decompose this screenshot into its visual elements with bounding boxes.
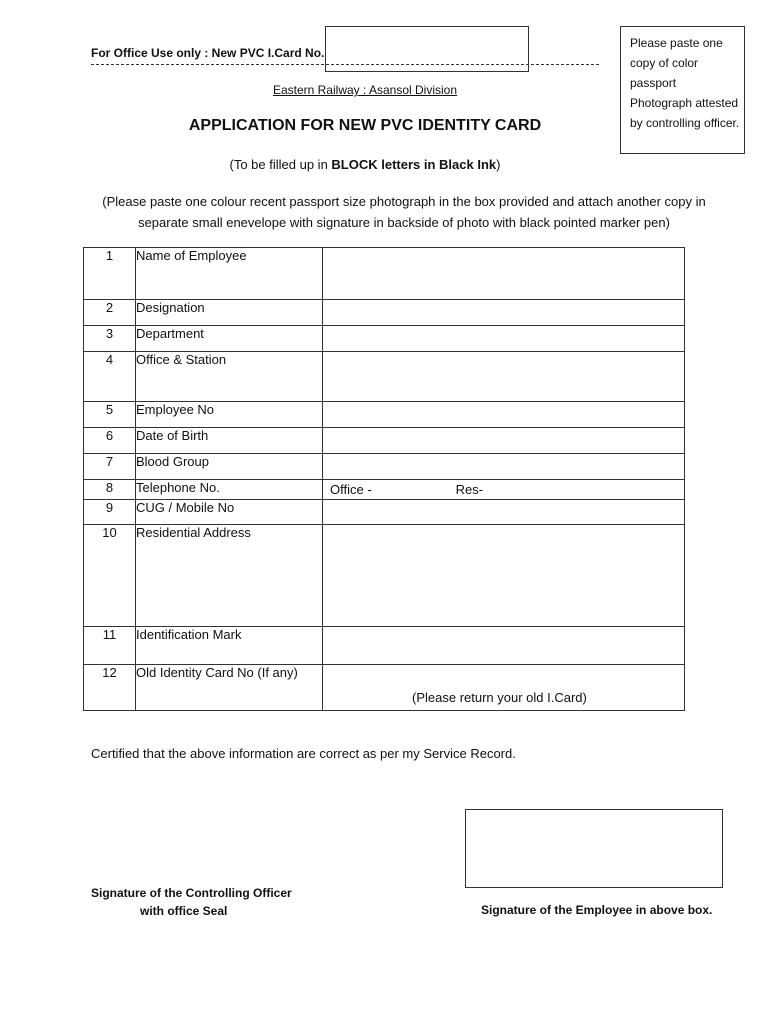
field-label-residential-address: Residential Address xyxy=(136,525,323,627)
row-number: 10 xyxy=(84,525,136,627)
employee-signature-box[interactable] xyxy=(465,809,723,888)
table-row xyxy=(84,300,685,326)
officer-signature-line1: Signature of the Controlling Officer xyxy=(91,886,292,900)
return-old-card-note: (Please return your old I.Card) xyxy=(412,690,587,705)
block-note-suffix: ) xyxy=(496,157,501,172)
field-value-cug-mobile[interactable] xyxy=(323,500,685,525)
table-row xyxy=(84,352,685,402)
row-number: 12 xyxy=(84,665,136,711)
row-number: 7 xyxy=(84,454,136,480)
row-number: 2 xyxy=(84,300,136,326)
pvc-card-number-box[interactable] xyxy=(325,26,529,72)
field-value-identification-mark[interactable] xyxy=(323,627,685,665)
field-label-designation: Designation xyxy=(136,300,323,326)
field-label-office-station: Office & Station xyxy=(136,352,323,402)
field-label-department: Department xyxy=(136,326,323,352)
table-row xyxy=(84,525,685,627)
row-number: 11 xyxy=(84,627,136,665)
table-row xyxy=(84,428,685,454)
field-value-telephone[interactable] xyxy=(323,480,685,500)
block-letters-note xyxy=(0,157,730,172)
table-row xyxy=(84,500,685,525)
field-value-dob[interactable] xyxy=(323,428,685,454)
row-number: 3 xyxy=(84,326,136,352)
field-label-telephone: Telephone No. xyxy=(136,480,323,500)
field-value-old-id-card[interactable] xyxy=(323,665,685,711)
employee-signature-label: Signature of the Employee in above box. xyxy=(481,903,713,917)
field-label-identification-mark: Identification Mark xyxy=(136,627,323,665)
row-number: 1 xyxy=(84,248,136,300)
field-label-cug-mobile: CUG / Mobile No xyxy=(136,500,323,525)
telephone-res-label: Res- xyxy=(455,482,484,497)
table-row xyxy=(84,454,685,480)
row-number: 9 xyxy=(84,500,136,525)
block-note-prefix: (To be filled up in xyxy=(229,157,332,172)
field-label-name: Name of Employee xyxy=(136,248,323,300)
row-number: 8 xyxy=(84,480,136,500)
table-row xyxy=(84,480,685,500)
field-value-employee-no[interactable] xyxy=(323,402,685,428)
field-value-blood-group[interactable] xyxy=(323,454,685,480)
application-form-table xyxy=(83,247,685,711)
field-value-name[interactable] xyxy=(323,248,685,300)
office-use-label: For Office Use only : New PVC I.Card No. xyxy=(91,46,325,60)
table-row xyxy=(84,326,685,352)
field-value-designation[interactable] xyxy=(323,300,685,326)
officer-signature-line2: with office Seal xyxy=(140,904,228,918)
field-value-department[interactable] xyxy=(323,326,685,352)
division-name: Eastern Railway : Asansol Division xyxy=(272,83,458,97)
table-row xyxy=(84,665,685,711)
row-number: 5 xyxy=(84,402,136,428)
form-title: APPLICATION FOR NEW PVC IDENTITY CARD xyxy=(188,117,542,134)
table-row xyxy=(84,248,685,300)
telephone-office-label: Office - xyxy=(330,482,372,497)
row-number: 6 xyxy=(84,428,136,454)
row-number: 4 xyxy=(84,352,136,402)
block-note-bold: BLOCK letters in Black Ink xyxy=(331,157,497,172)
field-label-old-id-card: Old Identity Card No (If any) xyxy=(136,665,323,711)
field-value-residential-address[interactable] xyxy=(323,525,685,627)
field-value-office-station[interactable] xyxy=(323,352,685,402)
certification-statement: Certified that the above information are correct as per my Service Record. xyxy=(91,746,516,761)
table-row xyxy=(84,627,685,665)
field-label-employee-no: Employee No xyxy=(136,402,323,428)
photo-instructions: (Please paste one colour recent passport size photograph in the box provided and attach another copy in separate small enevelope with signature in backside of photo with black pointed marker pen) xyxy=(102,194,706,230)
dashed-separator xyxy=(91,64,599,65)
table-row xyxy=(84,402,685,428)
field-label-blood-group: Blood Group xyxy=(136,454,323,480)
photo-instruction: Please paste one copy of color passport Photograph attested by controlling officer. xyxy=(630,36,740,130)
field-label-dob: Date of Birth xyxy=(136,428,323,454)
controlling-officer-signature-label xyxy=(91,884,292,920)
